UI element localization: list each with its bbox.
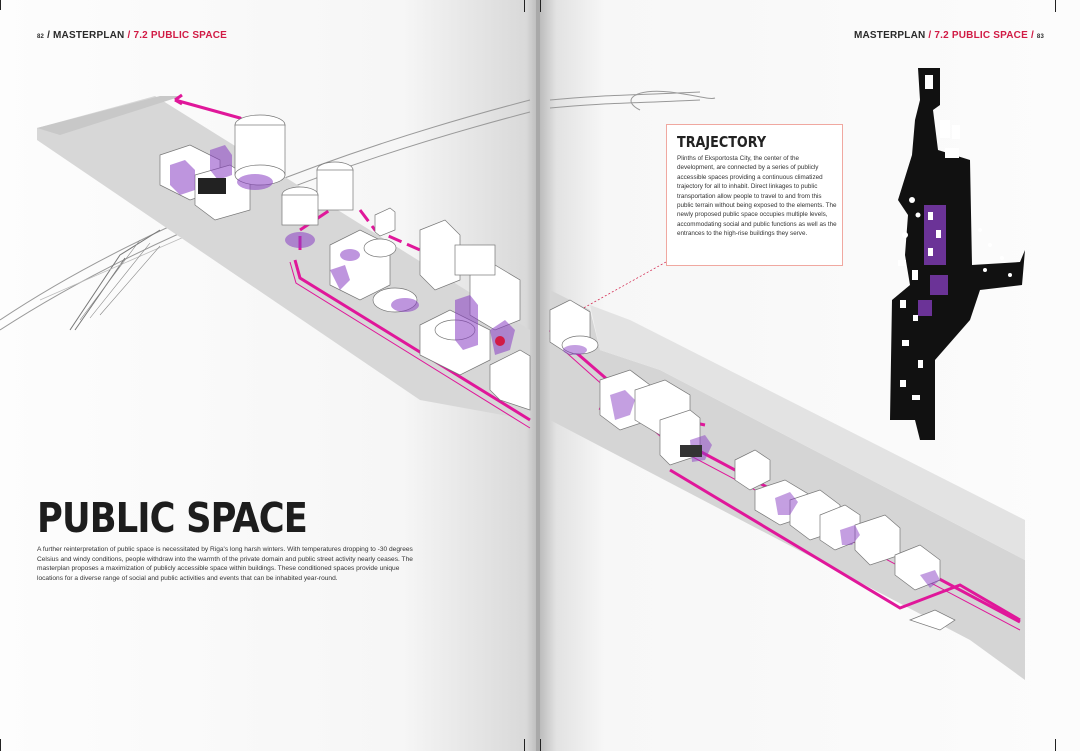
left-header-subsection: 7.2 PUBLIC SPACE — [133, 30, 228, 41]
crop-mark — [540, 0, 541, 12]
left-header-separator: / — [47, 30, 51, 41]
right-page — [540, 0, 1080, 751]
crop-mark — [0, 0, 1, 10]
crop-mark — [524, 739, 525, 751]
page-title: PUBLIC SPACE — [37, 494, 308, 542]
left-header-section: MASTERPLAN — [53, 30, 125, 41]
right-page-number: 83 — [1036, 34, 1044, 40]
axonometric-drawing-left — [0, 0, 537, 751]
left-page-number: 82 — [37, 34, 45, 40]
site-plan-map — [890, 68, 1025, 440]
crop-mark — [1055, 739, 1056, 751]
trajectory-callout — [666, 124, 843, 266]
left-page — [0, 0, 537, 751]
right-header-subsection: 7.2 PUBLIC SPACE — [934, 30, 1028, 41]
trajectory-text: Plinths of Eksportosta City, the center of the development, are connected by a series of publicly accessible spaces providing a continuous climatized trajectory for all to inhabit. Direct linkages to public transportation allow people to travel to and from this public terrain without being exposed to the elements. The newly proposed public space occupies multiple levels, accommodating social and public functions as well as the entrances to the high-rise buildings they serve. — [677, 155, 837, 238]
right-header-separator: / — [928, 30, 932, 41]
crop-mark — [524, 0, 525, 12]
intro-paragraph: A further reinterpretation of public space is necessitated by Riga's long harsh winters. With temperatures dropping to -30 degrees Celsius and windy conditions, people withdraw into the warmth of the private domain and public street activity nearly ceases. The masterplan proposes a maximization of publicly accessible space within buildings. These conditioned spaces provide unique locations for a diverse range of social and public activities and events that can be inhabited year-round. — [37, 546, 413, 582]
axonometric-drawing-right — [540, 0, 1080, 751]
right-header-separator-2: / — [1030, 30, 1034, 41]
crop-mark — [1055, 0, 1056, 12]
right-header-section: MASTERPLAN — [853, 30, 926, 41]
crop-mark — [540, 739, 541, 751]
trajectory-title: TRAJECTORY — [677, 133, 767, 151]
crop-mark — [0, 739, 1, 751]
left-header-separator-2: / — [127, 30, 131, 41]
